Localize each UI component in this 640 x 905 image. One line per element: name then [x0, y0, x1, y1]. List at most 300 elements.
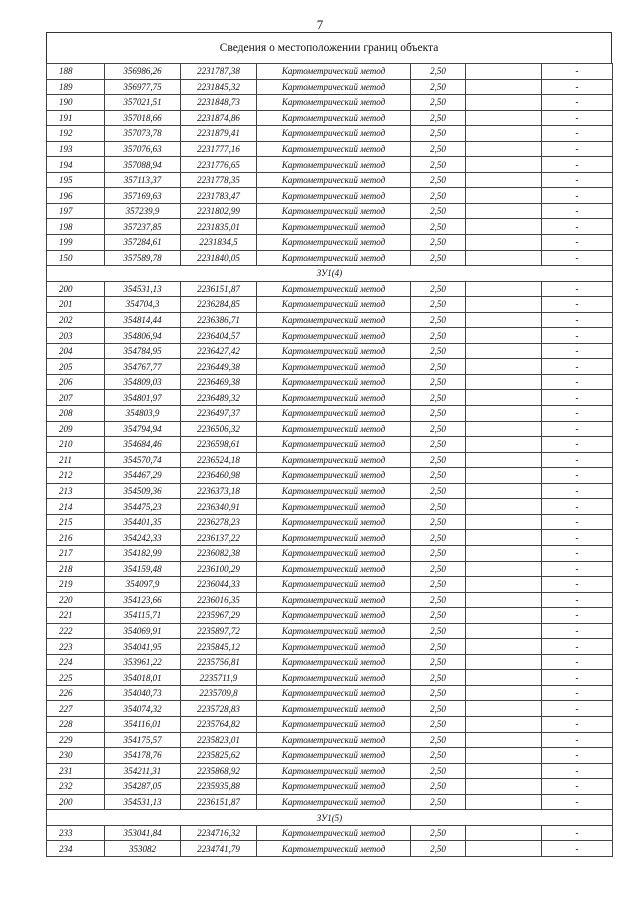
table-row	[47, 825, 613, 841]
accuracy-cell: 2,50	[411, 328, 466, 344]
empty-cell	[466, 779, 542, 795]
y-coordinate-cell: 2231835,01	[181, 219, 257, 235]
x-coordinate-cell: 353082	[105, 841, 181, 857]
x-coordinate-cell: 353041,84	[105, 825, 181, 841]
table-row	[47, 374, 613, 390]
method-cell: Картометрический метод	[257, 794, 411, 810]
table-row	[47, 312, 613, 328]
x-coordinate-cell: 354814,44	[105, 312, 181, 328]
point-number-cell: 199	[47, 235, 105, 251]
empty-cell	[466, 794, 542, 810]
y-coordinate-cell: 2235709,8	[181, 685, 257, 701]
table-row	[47, 203, 613, 219]
y-coordinate-cell: 2236284,85	[181, 297, 257, 313]
method-cell: Картометрический метод	[257, 577, 411, 593]
empty-cell	[466, 654, 542, 670]
empty-cell	[466, 841, 542, 857]
point-number-cell: 205	[47, 359, 105, 375]
empty-cell	[466, 421, 542, 437]
x-coordinate-cell: 357113,37	[105, 172, 181, 188]
method-cell: Картометрический метод	[257, 157, 411, 173]
empty-cell	[466, 468, 542, 484]
x-coordinate-cell: 353961,22	[105, 654, 181, 670]
table-row	[47, 126, 613, 142]
table-row	[47, 281, 613, 297]
accuracy-cell: 2,50	[411, 126, 466, 142]
empty-cell	[466, 592, 542, 608]
empty-cell	[466, 825, 542, 841]
point-number-cell: 219	[47, 577, 105, 593]
accuracy-cell: 2,50	[411, 359, 466, 375]
empty-cell	[466, 374, 542, 390]
table-row	[47, 639, 613, 655]
note-cell: -	[542, 670, 613, 686]
point-number-cell: 189	[47, 79, 105, 95]
accuracy-cell: 2,50	[411, 732, 466, 748]
note-cell: -	[542, 639, 613, 655]
empty-cell	[466, 328, 542, 344]
point-number-cell: 200	[47, 281, 105, 297]
accuracy-cell: 2,50	[411, 374, 466, 390]
note-cell: -	[542, 825, 613, 841]
table-row	[47, 499, 613, 515]
accuracy-cell: 2,50	[411, 670, 466, 686]
point-number-cell: 224	[47, 654, 105, 670]
note-cell: -	[542, 748, 613, 764]
accuracy-cell: 2,50	[411, 110, 466, 126]
y-coordinate-cell: 2235823,01	[181, 732, 257, 748]
x-coordinate-cell: 354570,74	[105, 452, 181, 468]
y-coordinate-cell: 2231848,73	[181, 95, 257, 111]
y-coordinate-cell: 2236460,98	[181, 468, 257, 484]
accuracy-cell: 2,50	[411, 841, 466, 857]
accuracy-cell: 2,50	[411, 79, 466, 95]
accuracy-cell: 2,50	[411, 794, 466, 810]
note-cell: -	[542, 172, 613, 188]
table-row	[47, 748, 613, 764]
method-cell: Картометрический метод	[257, 670, 411, 686]
accuracy-cell: 2,50	[411, 545, 466, 561]
empty-cell	[466, 545, 542, 561]
empty-cell	[466, 514, 542, 530]
method-cell: Картометрический метод	[257, 592, 411, 608]
note-cell: -	[542, 374, 613, 390]
accuracy-cell: 2,50	[411, 468, 466, 484]
page-number: 7	[316, 17, 324, 32]
section-header-row	[47, 810, 613, 826]
accuracy-cell: 2,50	[411, 141, 466, 157]
empty-cell	[466, 235, 542, 251]
empty-cell	[466, 623, 542, 639]
note-cell: -	[542, 732, 613, 748]
note-cell: -	[542, 794, 613, 810]
table-row	[47, 64, 613, 80]
method-cell: Картометрический метод	[257, 732, 411, 748]
empty-cell	[466, 359, 542, 375]
y-coordinate-cell: 2235728,83	[181, 701, 257, 717]
method-cell: Картометрический метод	[257, 825, 411, 841]
accuracy-cell: 2,50	[411, 483, 466, 499]
note-cell: -	[542, 235, 613, 251]
y-coordinate-cell: 2236427,42	[181, 343, 257, 359]
y-coordinate-cell: 2231834,5	[181, 235, 257, 251]
x-coordinate-cell: 354801,97	[105, 390, 181, 406]
point-number-cell: 220	[47, 592, 105, 608]
point-number-cell: 216	[47, 530, 105, 546]
note-cell: -	[542, 701, 613, 717]
accuracy-cell: 2,50	[411, 250, 466, 266]
empty-cell	[466, 608, 542, 624]
accuracy-cell: 2,50	[411, 577, 466, 593]
table-row	[47, 545, 613, 561]
point-number-cell: 228	[47, 716, 105, 732]
empty-cell	[466, 250, 542, 266]
note-cell: -	[542, 328, 613, 344]
point-number-cell: 227	[47, 701, 105, 717]
table-row	[47, 608, 613, 624]
point-number-cell: 200	[47, 794, 105, 810]
method-cell: Картометрический метод	[257, 452, 411, 468]
method-cell: Картометрический метод	[257, 623, 411, 639]
method-cell: Картометрический метод	[257, 328, 411, 344]
point-number-cell: 222	[47, 623, 105, 639]
method-cell: Картометрический метод	[257, 297, 411, 313]
table-row	[47, 623, 613, 639]
empty-cell	[466, 763, 542, 779]
accuracy-cell: 2,50	[411, 343, 466, 359]
method-cell: Картометрический метод	[257, 763, 411, 779]
empty-cell	[466, 499, 542, 515]
y-coordinate-cell: 2231777,16	[181, 141, 257, 157]
y-coordinate-cell: 2236598,61	[181, 437, 257, 453]
table-row	[47, 763, 613, 779]
coordinates-table	[46, 63, 613, 857]
x-coordinate-cell: 354242,33	[105, 530, 181, 546]
table-row	[47, 79, 613, 95]
accuracy-cell: 2,50	[411, 390, 466, 406]
x-coordinate-cell: 357237,85	[105, 219, 181, 235]
empty-cell	[466, 639, 542, 655]
y-coordinate-cell: 2231874,86	[181, 110, 257, 126]
method-cell: Картометрический метод	[257, 437, 411, 453]
empty-cell	[466, 297, 542, 313]
x-coordinate-cell: 354287,05	[105, 779, 181, 795]
x-coordinate-cell: 357169,63	[105, 188, 181, 204]
x-coordinate-cell: 354211,31	[105, 763, 181, 779]
empty-cell	[466, 188, 542, 204]
point-number-cell: 191	[47, 110, 105, 126]
table-row	[47, 390, 613, 406]
point-number-cell: 221	[47, 608, 105, 624]
x-coordinate-cell: 354123,66	[105, 592, 181, 608]
x-coordinate-cell: 354704,3	[105, 297, 181, 313]
section-label: ЗУ1(4)	[47, 266, 613, 282]
table-row	[47, 530, 613, 546]
accuracy-cell: 2,50	[411, 203, 466, 219]
coordinates-sheet	[46, 32, 612, 857]
note-cell: -	[542, 343, 613, 359]
accuracy-cell: 2,50	[411, 157, 466, 173]
method-cell: Картометрический метод	[257, 716, 411, 732]
table-row	[47, 421, 613, 437]
point-number-cell: 229	[47, 732, 105, 748]
method-cell: Картометрический метод	[257, 390, 411, 406]
x-coordinate-cell: 357073,78	[105, 126, 181, 142]
accuracy-cell: 2,50	[411, 219, 466, 235]
y-coordinate-cell: 2236489,32	[181, 390, 257, 406]
table-row	[47, 406, 613, 422]
note-cell: -	[542, 110, 613, 126]
y-coordinate-cell: 2236373,18	[181, 483, 257, 499]
accuracy-cell: 2,50	[411, 437, 466, 453]
point-number-cell: 230	[47, 748, 105, 764]
y-coordinate-cell: 2231776,65	[181, 157, 257, 173]
y-coordinate-cell: 2236082,38	[181, 545, 257, 561]
point-number-cell: 190	[47, 95, 105, 111]
point-number-cell: 203	[47, 328, 105, 344]
point-number-cell: 188	[47, 64, 105, 80]
note-cell: -	[542, 530, 613, 546]
x-coordinate-cell: 356977,75	[105, 79, 181, 95]
y-coordinate-cell: 2236449,38	[181, 359, 257, 375]
accuracy-cell: 2,50	[411, 281, 466, 297]
method-cell: Картометрический метод	[257, 701, 411, 717]
empty-cell	[466, 701, 542, 717]
y-coordinate-cell: 2234716,32	[181, 825, 257, 841]
point-number-cell: 211	[47, 452, 105, 468]
note-cell: -	[542, 763, 613, 779]
y-coordinate-cell: 2231879,41	[181, 126, 257, 142]
empty-cell	[466, 281, 542, 297]
note-cell: -	[542, 79, 613, 95]
x-coordinate-cell: 354097,9	[105, 577, 181, 593]
note-cell: -	[542, 312, 613, 328]
table-row	[47, 157, 613, 173]
method-cell: Картометрический метод	[257, 654, 411, 670]
point-number-cell: 213	[47, 483, 105, 499]
accuracy-cell: 2,50	[411, 779, 466, 795]
empty-cell	[466, 95, 542, 111]
x-coordinate-cell: 357239,9	[105, 203, 181, 219]
note-cell: -	[542, 437, 613, 453]
empty-cell	[466, 219, 542, 235]
x-coordinate-cell: 354074,32	[105, 701, 181, 717]
y-coordinate-cell: 2236016,35	[181, 592, 257, 608]
table-row	[47, 110, 613, 126]
method-cell: Картометрический метод	[257, 530, 411, 546]
y-coordinate-cell: 2231840,05	[181, 250, 257, 266]
table-row	[47, 779, 613, 795]
method-cell: Картометрический метод	[257, 219, 411, 235]
point-number-cell: 231	[47, 763, 105, 779]
empty-cell	[466, 157, 542, 173]
table-row	[47, 654, 613, 670]
empty-cell	[466, 483, 542, 499]
method-cell: Картометрический метод	[257, 561, 411, 577]
table-row	[47, 561, 613, 577]
point-number-cell: 234	[47, 841, 105, 857]
point-number-cell: 207	[47, 390, 105, 406]
note-cell: -	[542, 203, 613, 219]
point-number-cell: 215	[47, 514, 105, 530]
empty-cell	[466, 64, 542, 80]
empty-cell	[466, 670, 542, 686]
accuracy-cell: 2,50	[411, 623, 466, 639]
note-cell: -	[542, 841, 613, 857]
table-row	[47, 297, 613, 313]
note-cell: -	[542, 592, 613, 608]
accuracy-cell: 2,50	[411, 639, 466, 655]
note-cell: -	[542, 359, 613, 375]
y-coordinate-cell: 2235764,82	[181, 716, 257, 732]
x-coordinate-cell: 354178,76	[105, 748, 181, 764]
x-coordinate-cell: 354684,46	[105, 437, 181, 453]
x-coordinate-cell: 354806,94	[105, 328, 181, 344]
note-cell: -	[542, 499, 613, 515]
note-cell: -	[542, 95, 613, 111]
note-cell: -	[542, 514, 613, 530]
method-cell: Картометрический метод	[257, 468, 411, 484]
x-coordinate-cell: 354018,01	[105, 670, 181, 686]
accuracy-cell: 2,50	[411, 716, 466, 732]
method-cell: Картометрический метод	[257, 281, 411, 297]
point-number-cell: 194	[47, 157, 105, 173]
x-coordinate-cell: 354116,01	[105, 716, 181, 732]
accuracy-cell: 2,50	[411, 561, 466, 577]
method-cell: Картометрический метод	[257, 421, 411, 437]
method-cell: Картометрический метод	[257, 406, 411, 422]
accuracy-cell: 2,50	[411, 608, 466, 624]
point-number-cell: 197	[47, 203, 105, 219]
note-cell: -	[542, 126, 613, 142]
x-coordinate-cell: 354182,99	[105, 545, 181, 561]
x-coordinate-cell: 356986,26	[105, 64, 181, 80]
method-cell: Картометрический метод	[257, 545, 411, 561]
point-number-cell: 208	[47, 406, 105, 422]
note-cell: -	[542, 406, 613, 422]
method-cell: Картометрический метод	[257, 499, 411, 515]
note-cell: -	[542, 577, 613, 593]
accuracy-cell: 2,50	[411, 406, 466, 422]
y-coordinate-cell: 2236404,57	[181, 328, 257, 344]
accuracy-cell: 2,50	[411, 172, 466, 188]
method-cell: Картометрический метод	[257, 126, 411, 142]
note-cell: -	[542, 64, 613, 80]
x-coordinate-cell: 357589,78	[105, 250, 181, 266]
method-cell: Картометрический метод	[257, 608, 411, 624]
y-coordinate-cell: 2231787,38	[181, 64, 257, 80]
point-number-cell: 196	[47, 188, 105, 204]
x-coordinate-cell: 354115,71	[105, 608, 181, 624]
x-coordinate-cell: 354784,95	[105, 343, 181, 359]
empty-cell	[466, 390, 542, 406]
point-number-cell: 232	[47, 779, 105, 795]
y-coordinate-cell: 2235756,81	[181, 654, 257, 670]
note-cell: -	[542, 468, 613, 484]
empty-cell	[466, 732, 542, 748]
point-number-cell: 198	[47, 219, 105, 235]
empty-cell	[466, 312, 542, 328]
x-coordinate-cell: 357284,61	[105, 235, 181, 251]
x-coordinate-cell: 354809,03	[105, 374, 181, 390]
y-coordinate-cell: 2235967,29	[181, 608, 257, 624]
accuracy-cell: 2,50	[411, 748, 466, 764]
method-cell: Картометрический метод	[257, 250, 411, 266]
method-cell: Картометрический метод	[257, 359, 411, 375]
table-row	[47, 328, 613, 344]
x-coordinate-cell: 357021,51	[105, 95, 181, 111]
table-row	[47, 172, 613, 188]
accuracy-cell: 2,50	[411, 95, 466, 111]
y-coordinate-cell: 2236524,18	[181, 452, 257, 468]
note-cell: -	[542, 623, 613, 639]
note-cell: -	[542, 157, 613, 173]
x-coordinate-cell: 354159,48	[105, 561, 181, 577]
accuracy-cell: 2,50	[411, 825, 466, 841]
method-cell: Картометрический метод	[257, 95, 411, 111]
table-row	[47, 592, 613, 608]
table-row	[47, 468, 613, 484]
method-cell: Картометрический метод	[257, 748, 411, 764]
point-number-cell: 192	[47, 126, 105, 142]
table-row	[47, 141, 613, 157]
note-cell: -	[542, 545, 613, 561]
empty-cell	[466, 437, 542, 453]
x-coordinate-cell: 354467,29	[105, 468, 181, 484]
table-row	[47, 343, 613, 359]
note-cell: -	[542, 188, 613, 204]
x-coordinate-cell: 357088,94	[105, 157, 181, 173]
method-cell: Картометрический метод	[257, 203, 411, 219]
table-row	[47, 219, 613, 235]
empty-cell	[466, 452, 542, 468]
empty-cell	[466, 561, 542, 577]
y-coordinate-cell: 2231845,32	[181, 79, 257, 95]
accuracy-cell: 2,50	[411, 297, 466, 313]
table-row	[47, 701, 613, 717]
accuracy-cell: 2,50	[411, 514, 466, 530]
point-number-cell: 226	[47, 685, 105, 701]
x-coordinate-cell: 354475,23	[105, 499, 181, 515]
x-coordinate-cell: 354401,35	[105, 514, 181, 530]
table-row	[47, 794, 613, 810]
method-cell: Картометрический метод	[257, 841, 411, 857]
method-cell: Картометрический метод	[257, 483, 411, 499]
y-coordinate-cell: 2235868,92	[181, 763, 257, 779]
y-coordinate-cell: 2235845,12	[181, 639, 257, 655]
empty-cell	[466, 685, 542, 701]
method-cell: Картометрический метод	[257, 64, 411, 80]
point-number-cell: 210	[47, 437, 105, 453]
y-coordinate-cell: 2231778,35	[181, 172, 257, 188]
accuracy-cell: 2,50	[411, 530, 466, 546]
accuracy-cell: 2,50	[411, 685, 466, 701]
point-number-cell: 209	[47, 421, 105, 437]
point-number-cell: 214	[47, 499, 105, 515]
method-cell: Картометрический метод	[257, 639, 411, 655]
x-coordinate-cell: 354767,77	[105, 359, 181, 375]
accuracy-cell: 2,50	[411, 64, 466, 80]
empty-cell	[466, 126, 542, 142]
table-row	[47, 483, 613, 499]
y-coordinate-cell: 2235897,72	[181, 623, 257, 639]
x-coordinate-cell: 354531,13	[105, 281, 181, 297]
method-cell: Картометрический метод	[257, 141, 411, 157]
table-row	[47, 188, 613, 204]
accuracy-cell: 2,50	[411, 592, 466, 608]
empty-cell	[466, 406, 542, 422]
y-coordinate-cell: 2236506,32	[181, 421, 257, 437]
